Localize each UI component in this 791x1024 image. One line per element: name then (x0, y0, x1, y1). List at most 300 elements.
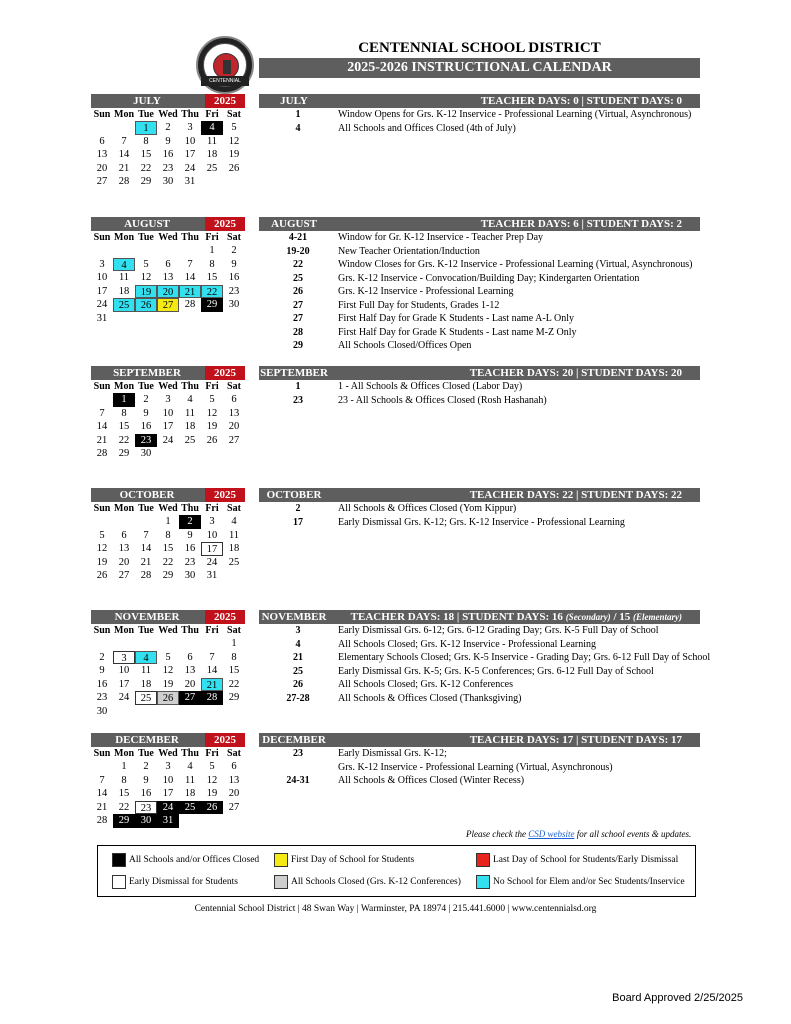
event-row (259, 272, 700, 286)
district-logo (196, 36, 254, 94)
day-cell: 1 (113, 393, 135, 407)
weekday-label: Sun (93, 503, 111, 514)
event-row (259, 516, 700, 530)
day-cell: 22 (162, 556, 174, 568)
day-counts: TEACHER DAYS: 18 | STUDENT DAYS: 16 (Secondary) / 15 (Elementary) (350, 611, 682, 623)
mini-calendar-header (91, 733, 245, 747)
events-month-name: AUGUST (271, 218, 317, 230)
event-description: Grs. K-12 Inservice - Professional Learning (338, 286, 514, 297)
event-date: 27-28 (286, 692, 310, 704)
event-date: 23 (293, 394, 303, 406)
day-cell: 24 (162, 434, 174, 446)
day-cell: 22 (118, 434, 130, 446)
day-cell: 1 (165, 516, 171, 527)
day-cell: 28 (140, 570, 152, 581)
day-cell-empty (179, 244, 201, 258)
event-row (259, 339, 700, 353)
day-cell: 17 (201, 542, 223, 556)
month-name: OCTOBER (119, 489, 175, 501)
event-description: First Half Day for Grade K Students - Last name M-Z Only (338, 326, 577, 338)
weekday-label: Sat (227, 232, 241, 243)
month-year: 2025 (205, 610, 245, 624)
day-cell: 2 (179, 515, 201, 529)
legend-item-first-day: First Day of School for Students (274, 853, 414, 867)
day-cell: 18 (140, 678, 152, 690)
events-header (259, 610, 700, 624)
day-cell: 3 (187, 122, 193, 133)
event-description: Grs. K-12 Inservice - Convocation/Building Day; Kindergarten Orientation (338, 272, 640, 284)
day-cell: 21 (118, 162, 130, 174)
event-description: All Schools & Offices Closed (Yom Kippur) (338, 503, 517, 514)
event-date: 21 (293, 652, 303, 663)
day-cell: 15 (206, 272, 218, 283)
day-cell: 22 (140, 162, 152, 174)
day-cell: 9 (143, 774, 149, 786)
weekday-label: Mon (114, 748, 134, 759)
day-cell-empty (135, 244, 157, 258)
month-year: 2025 (205, 733, 245, 747)
day-counts: TEACHER DAYS: 0 | STUDENT DAYS: 0 (480, 95, 682, 107)
day-cell: 2 (143, 761, 149, 772)
day-cell-empty (91, 393, 113, 407)
day-cell: 4 (113, 258, 135, 272)
weekday-label: Fri (205, 503, 219, 514)
day-cell: 8 (121, 774, 127, 786)
day-cell: 30 (228, 299, 240, 310)
footer: Centennial School District | 48 Swan Way | Warminster, PA 18974 | 215.441.6000 | www.centennialsd.org (194, 904, 597, 914)
day-grid (91, 747, 245, 828)
day-cell: 16 (162, 149, 174, 160)
day-cell: 20 (118, 556, 130, 568)
event-row (259, 651, 711, 665)
day-cell-empty (179, 637, 201, 651)
weekday-label: Tue (138, 748, 154, 759)
mini-calendar-august (91, 217, 245, 325)
day-cell: 23 (135, 434, 157, 448)
day-cell: 14 (206, 665, 218, 676)
month-name: AUGUST (124, 218, 170, 230)
mini-calendar-header (91, 366, 245, 380)
event-description: Early Dismissal Grs. K-12; Grs. K-12 Inservice - Professional Learning (338, 516, 625, 528)
day-cell: 11 (228, 529, 240, 541)
event-date: 2 (295, 503, 301, 514)
day-cell-empty (113, 121, 135, 135)
day-grid (91, 624, 245, 718)
day-cell: 29 (113, 814, 135, 828)
weekday-label: Sun (93, 232, 111, 243)
day-cell: 9 (231, 258, 237, 270)
weekday-label: Sat (227, 748, 241, 759)
day-cell: 1 (135, 121, 157, 135)
day-cell: 10 (162, 774, 174, 786)
day-cell: 22 (201, 285, 223, 299)
day-cell: 8 (209, 258, 215, 270)
event-row (259, 678, 700, 692)
events-month-name: OCTOBER (266, 489, 322, 501)
event-row (259, 285, 700, 299)
events-panel-august (259, 217, 700, 353)
day-grid (91, 502, 245, 583)
event-date: 27 (293, 313, 303, 324)
event-description: Early Dismissal Grs. 6-12; Grs. 6-12 Grading Day; Grs. K-5 Full Day of School (338, 625, 659, 636)
day-cell: 12 (206, 407, 218, 419)
day-cell: 19 (206, 788, 218, 799)
day-cell: 8 (165, 529, 171, 541)
day-cell: 9 (187, 529, 193, 541)
day-cell: 24 (184, 162, 196, 174)
weekday-label: Sun (93, 109, 111, 120)
day-cell: 26 (157, 691, 179, 705)
event-description: All Schools & Offices Closed (Winter Recess) (338, 775, 525, 786)
day-cell: 28 (96, 448, 108, 459)
day-cell: 11 (184, 407, 196, 419)
day-cell: 23 (184, 556, 196, 568)
event-row (259, 326, 700, 340)
day-cell: 22 (228, 678, 240, 690)
legend-swatch (476, 875, 490, 889)
event-row (259, 299, 700, 313)
weekday-label: Fri (205, 748, 219, 759)
day-cell: 24 (157, 801, 179, 815)
day-cell: 24 (96, 299, 108, 310)
day-cell: 11 (184, 774, 196, 786)
event-row (259, 231, 700, 245)
event-row (259, 761, 700, 775)
day-cell: 7 (99, 407, 105, 419)
day-cell: 9 (99, 665, 105, 676)
day-cell: 25 (179, 801, 201, 815)
day-cell: 8 (143, 135, 149, 147)
day-cell: 21 (201, 678, 223, 692)
weekday-label: Thu (181, 109, 199, 120)
day-cell-empty (135, 637, 157, 651)
event-description: Window Closes for Grs. K-12 Inservice - Professional Learning (Virtual, Asynchronous) (338, 259, 693, 270)
day-cell: 29 (228, 692, 240, 703)
day-cell: 31 (184, 176, 196, 187)
events-month-name: JULY (280, 95, 308, 107)
day-cell: 1 (231, 638, 237, 649)
day-cell: 19 (96, 556, 108, 568)
legend (97, 845, 696, 897)
day-cell: 11 (206, 135, 218, 147)
day-cell: 29 (118, 448, 130, 459)
day-cell: 21 (96, 434, 108, 446)
day-cell: 20 (96, 162, 108, 174)
day-cell: 1 (121, 761, 127, 772)
weekday-label: Mon (114, 625, 134, 636)
day-cell: 26 (228, 162, 240, 174)
day-cell: 13 (96, 149, 108, 160)
day-cell: 2 (143, 394, 149, 405)
day-cell: 14 (96, 788, 108, 799)
month-year: 2025 (205, 488, 245, 502)
weekday-label: Tue (138, 503, 154, 514)
day-cell: 17 (162, 788, 174, 799)
day-cell: 12 (96, 543, 108, 554)
event-row (259, 774, 700, 788)
day-cell: 27 (228, 434, 240, 446)
day-cell: 26 (201, 801, 223, 815)
day-cell: 21 (96, 801, 108, 813)
weekday-label: Sun (93, 625, 111, 636)
day-cell: 31 (157, 814, 179, 828)
weekday-label: Sun (93, 381, 111, 392)
day-cell: 18 (118, 285, 130, 297)
month-name: JULY (133, 95, 161, 107)
day-cell: 26 (96, 570, 108, 581)
event-date: 28 (293, 326, 303, 338)
day-cell: 26 (135, 298, 157, 312)
weekday-label: Fri (205, 381, 219, 392)
day-cell: 6 (165, 258, 171, 270)
weekday-label: Fri (205, 109, 219, 120)
day-cell: 2 (231, 245, 237, 256)
weekday-label: Mon (114, 503, 134, 514)
event-description: All Schools Closed/Offices Open (338, 340, 472, 351)
day-cell: 13 (228, 407, 240, 419)
weekday-label: Wed (158, 748, 178, 759)
mini-calendar-july (91, 94, 245, 189)
day-cell: 28 (201, 691, 223, 705)
day-cell: 17 (96, 285, 108, 297)
day-cell: 24 (118, 692, 130, 703)
day-cell: 19 (162, 678, 174, 690)
day-cell: 5 (143, 258, 149, 270)
event-description: All Schools & Offices Closed (Thanksgiving) (338, 692, 522, 704)
day-cell: 7 (187, 258, 193, 270)
weekday-label: Mon (114, 109, 134, 120)
day-counts: TEACHER DAYS: 6 | STUDENT DAYS: 2 (480, 218, 682, 230)
mini-calendar-header (91, 610, 245, 624)
day-cell: 30 (140, 448, 152, 459)
day-cell: 10 (162, 407, 174, 419)
event-date: 26 (293, 679, 303, 690)
weekday-label: Fri (205, 232, 219, 243)
event-description: Early Dismissal Grs. K-5; Grs. K-5 Conferences; Grs. 6-12 Full Day of School (338, 665, 654, 677)
day-cell: 6 (99, 135, 105, 147)
day-cell: 30 (135, 814, 157, 828)
day-cell: 3 (209, 516, 215, 527)
weekday-label: Thu (181, 232, 199, 243)
csd-website-link[interactable]: CSD website (528, 829, 575, 839)
day-cell: 7 (143, 529, 149, 541)
event-date: 23 (293, 748, 303, 759)
day-cell: 18 (206, 149, 218, 160)
day-cell: 28 (96, 815, 108, 826)
event-row (259, 502, 700, 516)
day-cell: 10 (206, 529, 218, 541)
day-cell-empty (113, 637, 135, 651)
legend-item-no-school: No School for Elem and/or Sec Students/Inservice (476, 875, 685, 889)
day-cell: 7 (121, 135, 127, 147)
legend-swatch (274, 853, 288, 867)
day-cell: 12 (206, 774, 218, 786)
day-cell-empty (91, 637, 113, 651)
weekday-label: Wed (158, 625, 178, 636)
day-cell: 13 (118, 543, 130, 554)
weekday-label: Wed (158, 503, 178, 514)
day-cell: 4 (187, 394, 193, 405)
day-cell-empty (201, 637, 223, 651)
weekday-label: Tue (138, 625, 154, 636)
day-cell: 14 (140, 543, 152, 554)
day-cell: 20 (228, 421, 240, 432)
weekday-label: Sun (93, 748, 111, 759)
day-cell: 16 (228, 272, 240, 283)
day-cell: 11 (140, 665, 152, 676)
day-cell: 27 (157, 298, 179, 312)
day-cell: 14 (118, 149, 130, 160)
day-cell: 30 (162, 176, 174, 187)
day-cell: 23 (135, 801, 157, 815)
weekday-label: Tue (138, 109, 154, 120)
event-row (259, 638, 700, 652)
day-cell: 20 (157, 285, 179, 299)
day-counts: TEACHER DAYS: 20 | STUDENT DAYS: 20 (469, 367, 682, 379)
month-year: 2025 (205, 217, 245, 231)
events-header (259, 733, 700, 747)
weekday-label: Mon (114, 232, 134, 243)
event-date: 4 (295, 122, 301, 134)
event-row (259, 394, 700, 408)
event-date: 25 (293, 665, 303, 677)
day-cell: 23 (162, 162, 174, 174)
events-panel-october (259, 488, 700, 529)
day-cell: 4 (201, 121, 223, 135)
weekday-label: Wed (158, 109, 178, 120)
day-cell: 6 (187, 651, 193, 663)
day-cell: 18 (184, 788, 196, 799)
event-description: All Schools Closed; Grs. K-12 Conferences (338, 679, 513, 690)
legend-item-early-dismissal: Early Dismissal for Students (112, 875, 238, 889)
day-cell: 15 (118, 421, 130, 432)
event-row (259, 312, 700, 326)
day-cell: 2 (165, 122, 171, 133)
day-cell: 25 (184, 434, 196, 446)
day-cell-empty (91, 515, 113, 529)
legend-swatch (112, 875, 126, 889)
event-row (259, 258, 700, 272)
day-cell: 15 (118, 788, 130, 799)
day-cell-empty (91, 760, 113, 774)
day-cell: 8 (231, 651, 237, 663)
day-grid (91, 380, 245, 461)
day-cell: 5 (209, 761, 215, 772)
events-month-name: SEPTEMBER (260, 367, 328, 379)
day-cell: 17 (118, 678, 130, 690)
day-cell: 19 (206, 421, 218, 432)
day-cell: 16 (184, 543, 196, 554)
day-cell: 5 (231, 122, 237, 133)
legend-item-last-day: Last Day of School for Students/Early Dismissal (476, 853, 678, 867)
event-date: 3 (295, 625, 301, 636)
weekday-label: Tue (138, 232, 154, 243)
day-cell: 24 (206, 556, 218, 568)
day-cell: 28 (118, 176, 130, 187)
event-row (259, 665, 700, 679)
day-cell: 9 (165, 135, 171, 147)
month-year: 2025 (205, 94, 245, 108)
day-cell: 4 (187, 761, 193, 772)
event-date: 1 (295, 381, 301, 392)
day-cell: 25 (228, 556, 240, 568)
day-cell: 4 (231, 516, 237, 527)
day-cell: 10 (96, 272, 108, 283)
month-name: NOVEMBER (114, 611, 180, 623)
mini-calendar-december (91, 733, 245, 828)
event-row (259, 122, 700, 136)
day-cell: 30 (96, 705, 108, 717)
weekday-label: Mon (114, 381, 134, 392)
event-row (259, 692, 700, 706)
day-cell: 18 (184, 421, 196, 432)
district-title: CENTENNIAL SCHOOL DISTRICT (358, 40, 601, 56)
event-date: 4-21 (288, 232, 308, 243)
day-cell: 30 (184, 570, 196, 581)
event-date: 25 (293, 272, 303, 284)
day-cell: 27 (96, 176, 108, 187)
weekday-label: Sat (227, 381, 241, 392)
day-cell: 5 (165, 651, 171, 663)
day-cell: 21 (140, 556, 152, 568)
event-description: Early Dismissal Grs. K-12; (338, 748, 447, 759)
day-cell: 29 (201, 298, 223, 312)
day-cell: 17 (162, 421, 174, 432)
day-cell: 15 (228, 665, 240, 676)
day-cell: 1 (209, 245, 215, 256)
event-date: 4 (295, 638, 301, 650)
weekday-label: Wed (158, 381, 178, 392)
weekday-label: Sat (227, 109, 241, 120)
mini-calendar-october (91, 488, 245, 583)
events-panel-november (259, 610, 711, 705)
event-description: All Schools and Offices Closed (4th of July) (338, 122, 516, 134)
day-cell: 16 (96, 678, 108, 690)
day-counts: TEACHER DAYS: 22 | STUDENT DAYS: 22 (469, 489, 682, 501)
month-name: DECEMBER (115, 734, 179, 746)
day-grid (91, 231, 245, 325)
legend-swatch (274, 875, 288, 889)
calendar-title: 2025-2026 INSTRUCTIONAL CALENDAR (259, 58, 700, 78)
day-cell: 20 (184, 678, 196, 690)
legend-swatch (476, 853, 490, 867)
event-description: New Teacher Orientation/Induction (338, 245, 480, 257)
events-header (259, 217, 700, 231)
day-cell: 3 (165, 394, 171, 405)
day-cell: 22 (118, 801, 130, 813)
event-row (259, 380, 700, 394)
mini-calendar-september (91, 366, 245, 461)
day-cell: 18 (228, 543, 240, 554)
event-description: 23 - All Schools & Offices Closed (Rosh Hashanah) (338, 394, 547, 406)
day-cell: 3 (113, 651, 135, 665)
event-description: All Schools Closed; Grs. K-12 Inservice - Professional Learning (338, 638, 597, 650)
event-description: First Full Day for Students, Grades 1-12 (338, 299, 500, 311)
day-cell-empty (135, 515, 157, 529)
event-date: 1 (295, 109, 301, 120)
day-cell: 10 (184, 135, 196, 147)
events-month-name: NOVEMBER (261, 611, 327, 623)
day-grid (91, 108, 245, 189)
day-cell: 5 (99, 529, 105, 541)
day-cell: 16 (140, 421, 152, 432)
day-cell: 26 (206, 434, 218, 446)
event-date: 17 (293, 516, 303, 528)
events-panel-july (259, 94, 700, 135)
day-cell: 3 (99, 258, 105, 270)
mini-calendar-november (91, 610, 245, 718)
day-cell: 23 (228, 285, 240, 297)
